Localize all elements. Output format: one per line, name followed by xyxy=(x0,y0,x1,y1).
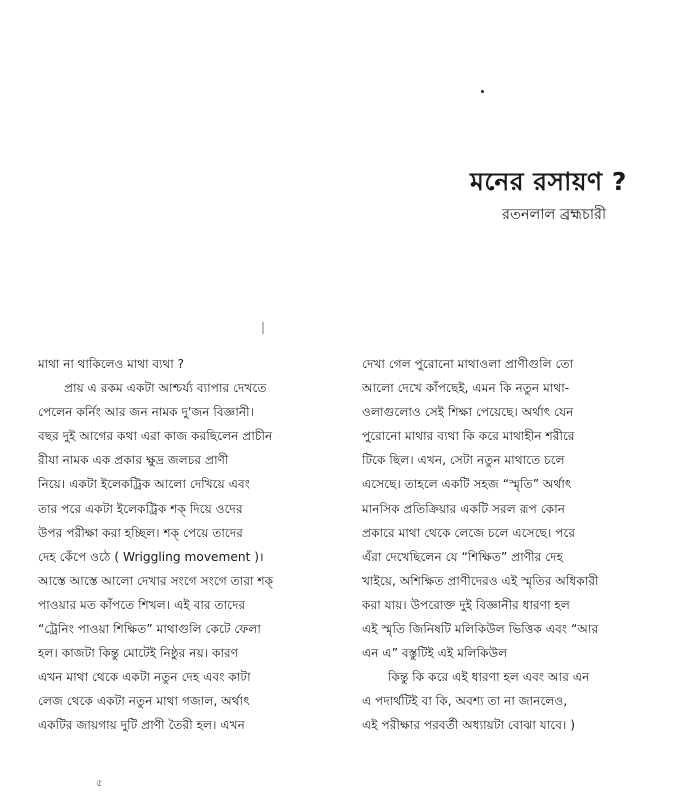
paragraph-line: বছর দুই আগের কথা এরা কাজ করছিলেন প্রাচীন xyxy=(38,429,273,444)
margin-mark xyxy=(262,322,264,334)
paragraph-line: আলো দেখে কাঁপছেই, এমন কি নতুন মাথা- xyxy=(362,381,570,396)
paragraph-line: নিয়ে। একটা ইলেকট্রিক আলো দেখিয়ে এবং xyxy=(38,477,250,492)
paragraph-line: এই পরীক্ষার পরবর্তী অধ্যায়টা বোঝা যাবে। ) xyxy=(362,718,575,733)
paragraph-line: ওলাগুলোও সেই শিক্ষা পেয়েছে। অর্থাৎ যেন xyxy=(362,405,574,420)
paragraph-line: দেহ কেঁপে ওঠে ( Wriggling movement )। xyxy=(38,549,264,564)
paragraph-line: দেখা গেল পুরোনো মাথাওলা প্রাণীগুলি তো xyxy=(362,357,574,371)
article-title: মনের রসায়ণ ? xyxy=(470,167,627,196)
paragraph-line: এঁরা দেখেছিলেন যে “শিক্ষিত” প্রাণীর দেহ xyxy=(362,549,563,564)
paragraph-line: প্রায় এ রকম একটা আশ্চর্য্য ব্যাপার দেখতে xyxy=(64,381,267,396)
right-column xyxy=(362,352,662,738)
ink-speck xyxy=(481,90,484,93)
paragraph-line: এসেছে। তাহলে একটি সহজ “স্মৃতি” অর্থাৎ xyxy=(362,477,572,492)
paragraph-line: তার পরে একটা ইলেকট্রিক শক্ দিয়ে ওদের xyxy=(38,501,243,516)
paragraph-line: উপর পরীক্ষা করা হচ্ছিল। শক্ পেয়ে তাদের xyxy=(38,525,243,540)
section-subheading: মাথা না থাকিলেও মাথা ব্যথা ? xyxy=(38,357,184,371)
paragraph-line: করা যায়। উপরোক্ত দুই বিজ্ঞানীর ধারণা হল xyxy=(362,597,570,612)
left-column xyxy=(38,352,360,738)
article-author: রতনলাল ব্রহ্মচারী xyxy=(502,207,607,223)
paragraph-line: “ট্রেনিং পাওয়া শিক্ষিত” মাথাগুলি কেটে ফেলা xyxy=(38,622,261,637)
page-number: ৫ xyxy=(96,778,103,789)
paragraph-line: কিন্তু কি করে এই ধারণা হল এবং আর এন xyxy=(388,670,590,685)
paragraph-line: লেজ থেকে একটা নতুন মাথা গজাল, অর্থাৎ xyxy=(38,694,250,709)
paragraph-line: রীযা নামক এক প্রকার ক্ষুদ্র জলচর প্রাণী xyxy=(38,453,229,468)
paragraph-line: এখন মাথা থেকে একটা নতুন দেহ এবং কাটা xyxy=(38,670,251,685)
paragraph-line: একটির জায়গায় দুটি প্রাণী তৈরী হল। এখন xyxy=(38,718,245,733)
paragraph-line: এ পদার্থটিই বা কি, অবশ্য তা না জানলেও, xyxy=(362,694,568,709)
paragraph-line: মানসিক প্রতিক্রিয়ার একটি সরল রূপ কোন xyxy=(362,501,566,516)
paragraph-line: টিকে ছিল। এখন, সেটা নতুন মাথাতে চলে xyxy=(362,453,565,468)
paragraph-line: পুরোনো মাথার ব্যথা কি করে মাথাহীন শরীরে xyxy=(362,429,575,444)
paragraph-line: এই স্মৃতি জিনিষটি মলিকিউল ভিত্তিক এবং “আর xyxy=(362,622,599,637)
paragraph-line: আস্তে আস্তে আলো দেখার সংগে সংগে তারা শক্ xyxy=(38,573,274,588)
paragraph-line: পাওয়ার মত কাঁপতে শিখল। এই বার তাদের xyxy=(38,597,246,612)
paragraph-line: হল। কাজটা কিন্তু মোটেই নিষ্ঠুর নয়। কারণ xyxy=(38,646,239,661)
paragraph-line: খাইয়ে, অশিক্ষিত প্রাণীদেরও এই স্মৃতির অধিকারী xyxy=(362,573,599,588)
paragraph-line: এন এ” বস্তুটিই এই মলিকিউল xyxy=(362,646,508,661)
paragraph-line: প্রকারে মাথা থেকে লেজে চলে এসেছে। পরে xyxy=(362,525,576,540)
paragraph-line: পেলেন কর্নিং আর জন নামক দু'জন বিজ্ঞানী। xyxy=(38,405,254,420)
